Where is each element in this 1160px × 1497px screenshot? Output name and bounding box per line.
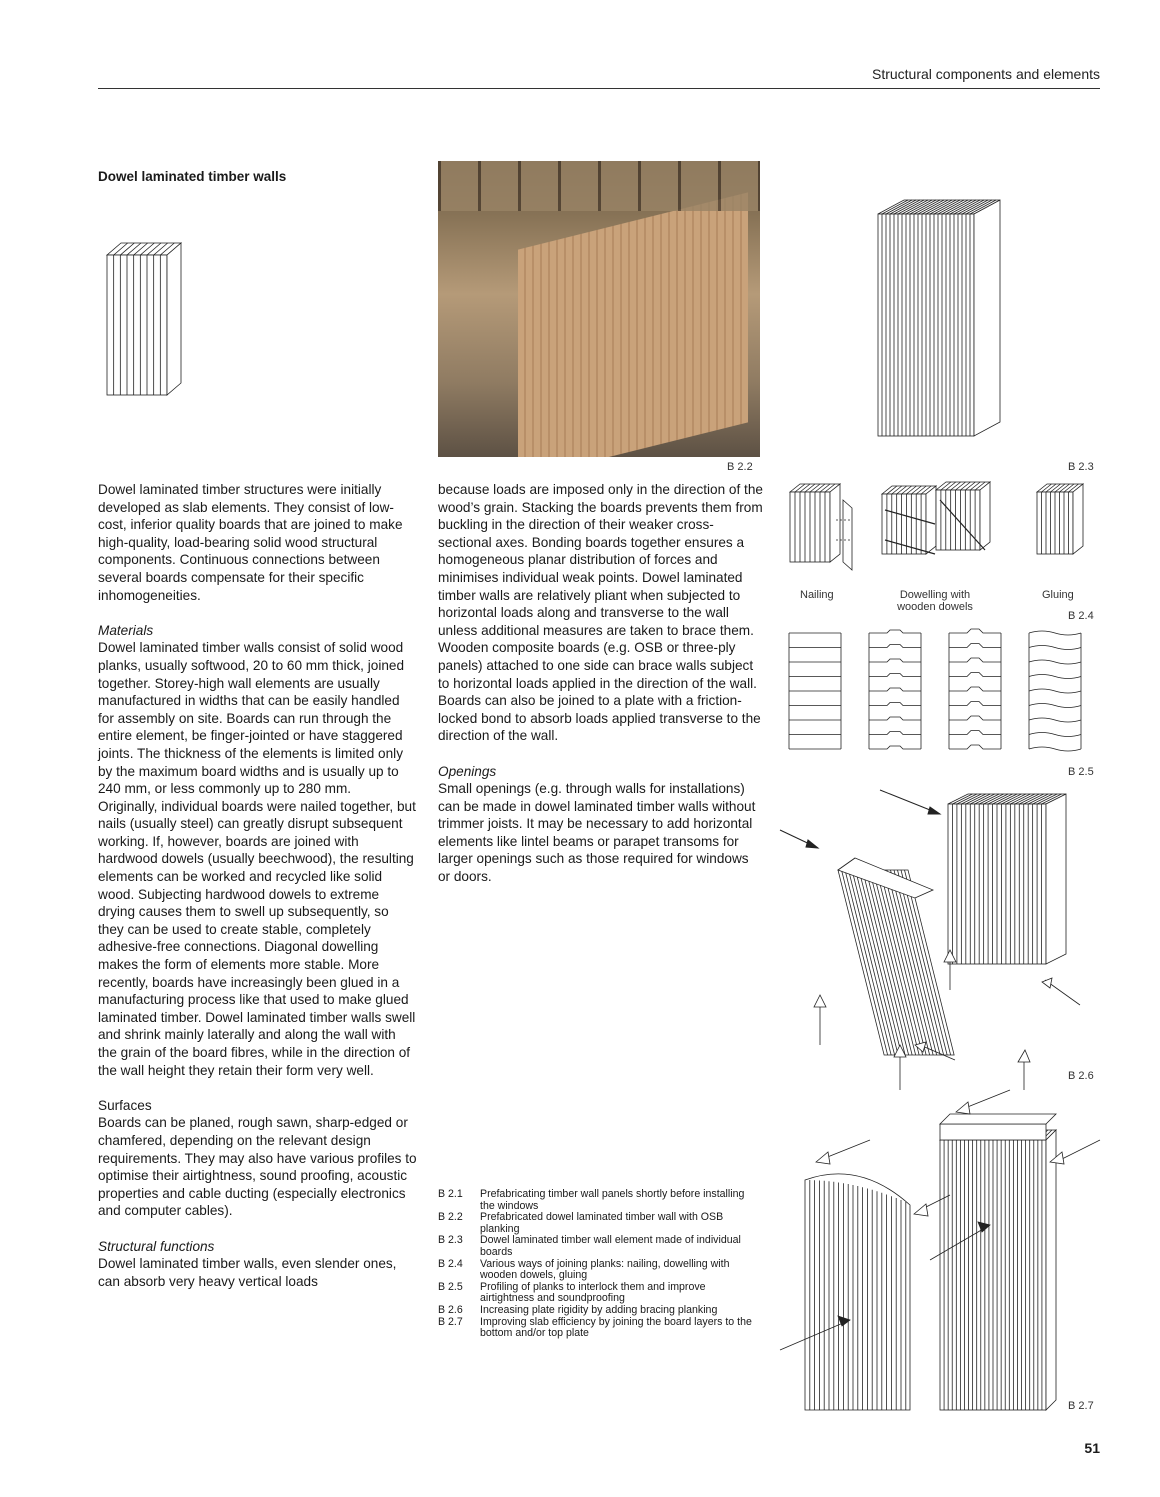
paragraph: Dowel laminated timber walls consist of solid wood planks, usually softwood, 20 to 60 mm thick, joined together. Storey-high wall elements are usually manufactured in widths that can be easily handled for assembly on site. Boards can run through the entire element, be finger-jointed or have staggered joints. The thickness of the elements is limited only by the maximum board widths and is usually up to 240 mm, or less commonly up to 280 mm. [98, 640, 405, 797]
caption-text: Dowel laminated timber wall element made of individual boards [480, 1234, 741, 1258]
label-dowelling: Dowelling with wooden dowels [897, 589, 973, 613]
running-header: Structural components and elements [871, 66, 1100, 82]
dowelling-drawing [880, 480, 995, 570]
caption-text: Increasing plate rigidity by adding bracing planking [480, 1303, 718, 1316]
caption-item [438, 1282, 758, 1305]
plate-joining-drawing [780, 1110, 1100, 1410]
label-nailing: Nailing [800, 589, 834, 601]
caption-number: B 2.4 [438, 1257, 463, 1270]
gluing-drawing [1035, 480, 1085, 560]
caption-text: Improving slab efficiency by joining the board layers to the bottom and/or top plate [480, 1315, 752, 1340]
figure-label-b24: B 2.4 [1068, 610, 1094, 622]
caption-item [438, 1235, 758, 1258]
paragraph: Small openings (e.g. through walls for installations) can be made in dowel laminated timber walls without trimmer joists. It may be necessary to add horizontal elements like lintel beams or parapet transoms for larger openings such as those required for windows or doors. [438, 781, 756, 885]
label-gluing: Gluing [1042, 589, 1074, 601]
caption-number: B 2.5 [438, 1280, 463, 1293]
subheading: Structural functions [98, 1238, 215, 1254]
middle-text-column [438, 481, 764, 886]
figure-label-b23: B 2.3 [1068, 461, 1094, 473]
bracing-drawing [780, 790, 1100, 1100]
nailing-drawing [788, 480, 863, 570]
paragraph-gap [98, 1220, 418, 1238]
plank-profiles-drawing [789, 633, 1089, 763]
paragraph-gap [98, 604, 418, 622]
caption-number: B 2.3 [438, 1234, 463, 1247]
paragraph: Boards can be planed, rough sawn, sharp-edged or chamfered, depending on the relevant design requirements. They may also have various profiles to optimise their airtightness, sound proofing, acoustic properties and cable ducting (especially electronics and computer cables). [98, 1115, 417, 1219]
subheading: Openings [438, 763, 497, 779]
page-number: 51 [1084, 1440, 1100, 1456]
figure-label-b26: B 2.6 [1068, 1070, 1094, 1082]
workshop-photo [438, 161, 760, 457]
section-title: Dowel laminated timber walls [98, 169, 287, 184]
left-text-column [98, 481, 418, 1290]
caption-item [438, 1305, 758, 1317]
caption-number: B 2.7 [438, 1315, 463, 1328]
figure-label-b27: B 2.7 [1068, 1400, 1094, 1412]
paragraph: Dowel laminated timber walls, even slender ones, can absorb very heavy vertical loads [98, 1256, 397, 1289]
paragraph: Dowel laminated timber structures were initially developed as slab elements. They consist of low-cost, inferior quality boards that are joined to make high-quality, load-bearing solid wood structural components. Continuous connections between several boards compensate for their specific inhomogeneities. [98, 482, 403, 603]
paragraph-gap [438, 745, 764, 763]
subheading: Materials [98, 622, 154, 638]
caption-text: Prefabricating timber wall panels shortly before installing the windows [480, 1188, 745, 1212]
caption-number: B 2.2 [438, 1211, 463, 1224]
wall-element-small-drawing [105, 243, 185, 403]
figure-label-b25: B 2.5 [1068, 766, 1094, 778]
figure-captions [438, 1189, 758, 1340]
caption-item [438, 1317, 758, 1340]
header-rule [98, 88, 1100, 89]
paragraph: Originally, individual boards were nailed together, but nails (usually steel) can greatly disrupt subsequent working. If, however, boards are joined with hardwood dowels (usually beechwood), the resulting elements can be worked and recycled like solid wood. Subjecting hardwood dowels to extreme drying causes them to swell up subsequently, so they can be used to create stable, completely adhesive-free connections. Diagonal dowelling makes the form of elements more stable. More recently, boards have increasingly been glued in a manufacturing process like that used to make glued laminated timber. Dowel laminated timber walls swell and shrink mainly laterally and along the wall with the grain of the board fibres, while in the direction of the wall height they retain their form very well. [98, 798, 416, 1078]
figure-label-b22: B 2.2 [727, 461, 753, 473]
caption-number: B 2.1 [438, 1188, 463, 1200]
subheading: Surfaces [98, 1097, 152, 1113]
caption-text: Profiling of planks to interlock them and improve airtightness and soundproofing [480, 1280, 706, 1305]
caption-item [438, 1212, 758, 1235]
caption-number: B 2.6 [438, 1303, 463, 1316]
paragraph-gap [98, 1079, 418, 1097]
caption-item [438, 1189, 758, 1212]
wall-element-large-drawing [876, 200, 1006, 440]
caption-text: Various ways of joining planks: nailing, dowelling with wooden dowels, gluing [480, 1257, 730, 1282]
caption-item [438, 1259, 758, 1282]
caption-text: Prefabricated dowel laminated timber wall with OSB planking [480, 1211, 724, 1235]
paragraph: because loads are imposed only in the direction of the wood’s grain. Stacking the boards prevents them from buckling in the direction of their weaker cross-sectional axes. Bonding boards together ensures a homogeneous planar distribution of forces and minimises individual weak points. Dowel laminated timber walls are relatively pliant when subjected to horizontal loads along and transverse to the wall unless additional measures are taken to brace them. Wooden composite boards (e.g. OSB or three-ply panels) attached to one side can brace walls subject to horizontal loads applied in the direction of the wall. Boards can also be joined to a plate with a friction-locked bond to absorb loads applied transverse to the direction of the wall. [438, 482, 763, 744]
